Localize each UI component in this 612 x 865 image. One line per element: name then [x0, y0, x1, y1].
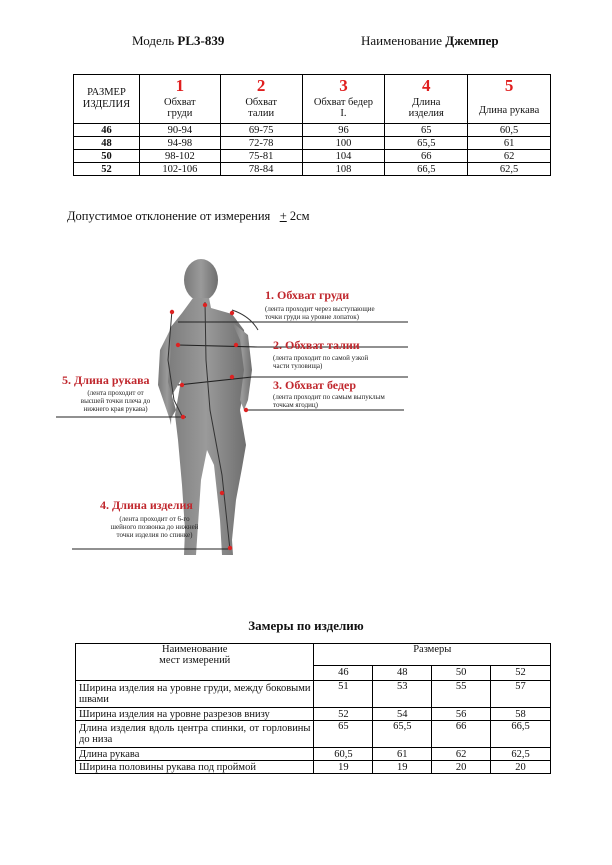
table-row: 52 102-106 78-84 108 66,5 62,5 — [74, 163, 551, 176]
table-row: Длина изделия вдоль центра спинки, от горловины до низа 65 65,5 66 66,5 — [76, 721, 551, 748]
col-number: 3 — [302, 75, 385, 98]
col-label: Обхват груди — [139, 97, 220, 124]
product-name-label: Наименование — [361, 33, 442, 48]
sizes-header: Размеры — [314, 644, 551, 666]
col-number: 5 — [468, 75, 551, 98]
table-row: 50 98-102 75-81 104 66 62 — [74, 150, 551, 163]
length-label: 4. Длина изделия — [100, 498, 193, 512]
hips-note: (лента проходит по самым выпуклым точкам ягодиц) — [273, 393, 385, 409]
waist-note: (лента проходит по самой узкой части туловища) — [273, 354, 369, 370]
table-row: 46 90-94 69-75 96 65 60,5 — [74, 124, 551, 137]
size-column-header: РАЗМЕР ИЗДЕЛИЯ — [74, 75, 140, 124]
product-name-value: Джемпер — [445, 33, 499, 48]
table-row: Ширина половины рукава под проймой 19 19 20 20 — [76, 761, 551, 774]
measurements-title: Замеры по изделию — [248, 618, 364, 633]
sizes-row: 46 48 50 52 — [76, 665, 551, 680]
size-table-number-row — [74, 75, 551, 98]
col-label: Длина рукава — [468, 97, 551, 124]
col-number: 1 — [139, 75, 220, 98]
size-table-label-row — [74, 97, 551, 124]
plus-minus-sign: + — [279, 209, 287, 223]
col-number: 4 — [385, 75, 468, 98]
name-column-header: Наименование мест измерений — [76, 644, 314, 681]
chest-label: 1. Обхват груди — [265, 288, 350, 302]
measurement-figure — [0, 250, 612, 570]
col-number: 2 — [220, 75, 302, 98]
col-label: Длина изделия — [385, 97, 468, 124]
measurements-header-row — [76, 644, 551, 666]
model-line — [132, 33, 224, 49]
hips-label: 3. Обхват бедер — [273, 378, 357, 392]
model-label: Модель — [132, 33, 175, 48]
garment-measurements-table — [75, 643, 551, 774]
waist-label: 2. Обхват талии — [273, 338, 360, 352]
size-chart-table — [73, 74, 551, 176]
sleeve-note: (лента проходит от высшей точки плеча до нижнего края рукава) — [80, 389, 151, 413]
table-row: Ширина изделия на уровне разрезов внизу 52 54 56 58 — [76, 708, 551, 721]
table-row: Длина рукава 60,5 61 62 62,5 — [76, 748, 551, 761]
table-row: Ширина изделия на уровне груди, между боковыми швами 51 53 55 57 — [76, 681, 551, 708]
sleeve-label: 5. Длина рукава — [62, 373, 150, 387]
col-label: Обхват бедер I. — [302, 97, 385, 124]
product-name-line — [361, 33, 499, 49]
col-label: Обхват талии — [220, 97, 302, 124]
model-value: PL3-839 — [177, 33, 225, 48]
length-note: (лента проходит от 6-го шейного позвонка до нижней точки изделия по спинке) — [110, 515, 199, 539]
chest-note: (лента проходит через выступающие точки груди на уровне лопаток) — [265, 305, 375, 321]
tolerance-note: Допустимое отклонение от измерения + 2см — [67, 209, 310, 223]
table-row: 48 94-98 72-78 100 65,5 61 — [74, 137, 551, 150]
